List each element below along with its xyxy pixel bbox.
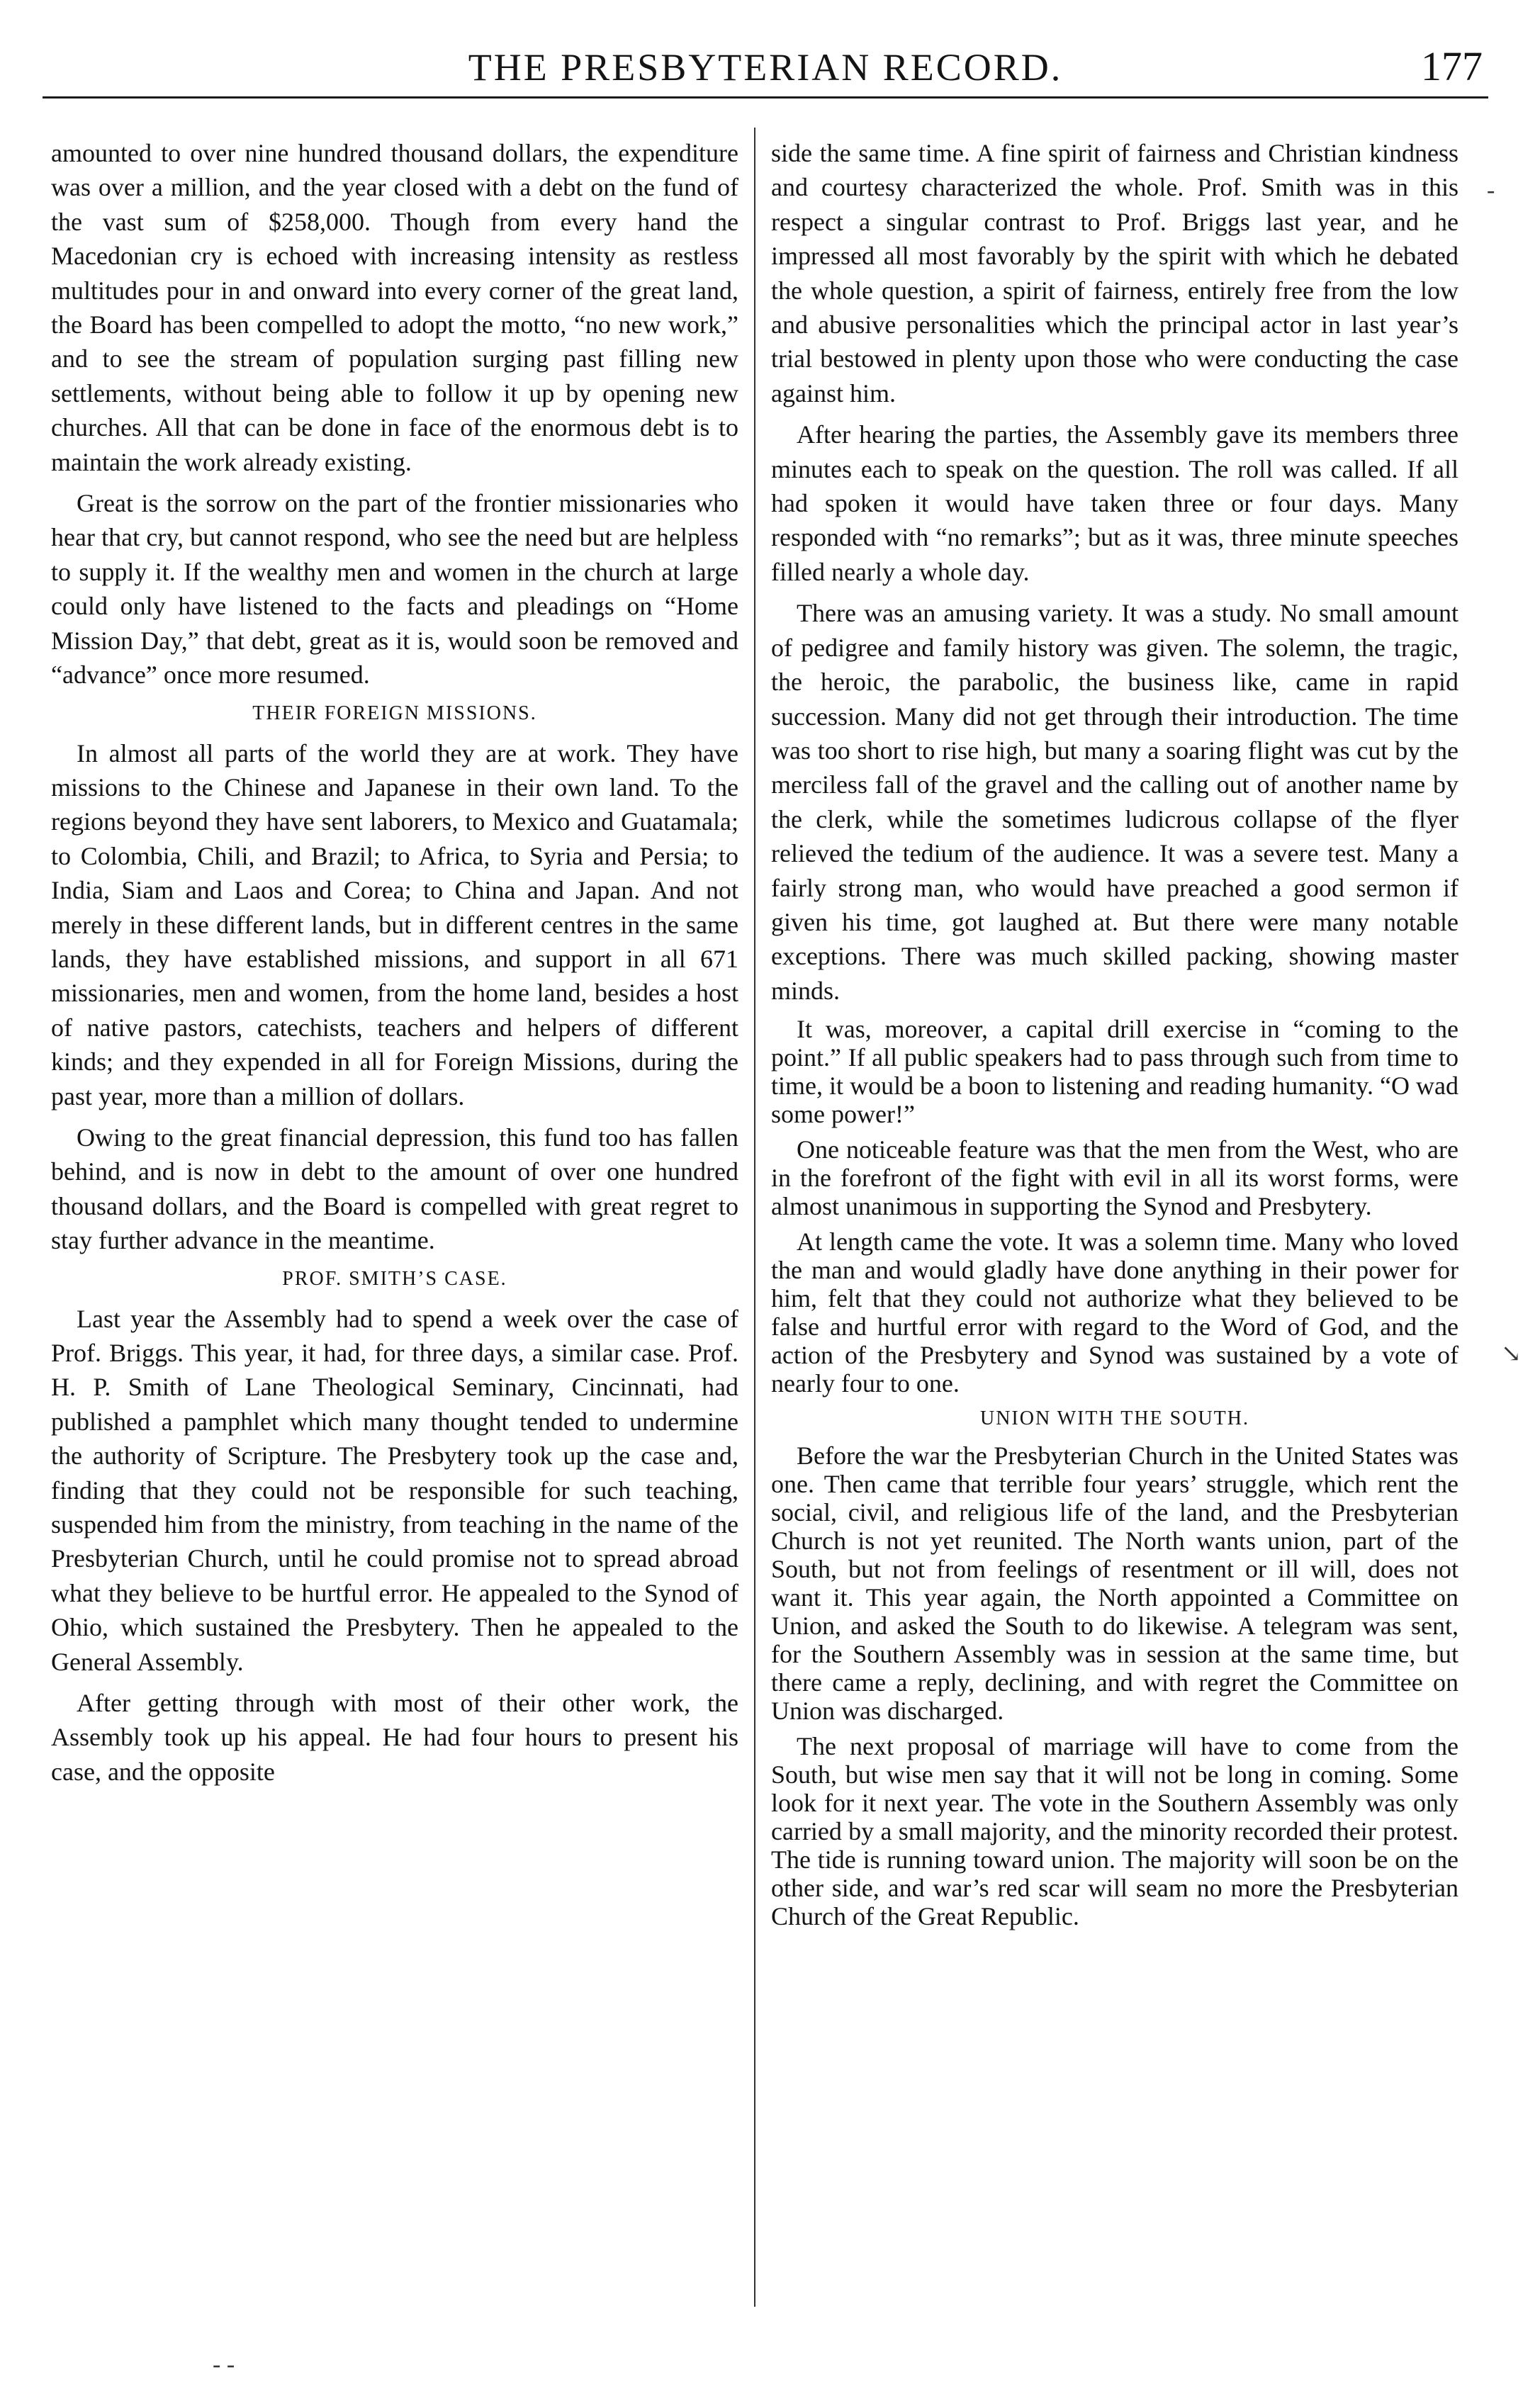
paragraph: In almost all parts of the world they are at work. They have missions to the Chinese and Japanese in their own land. To the regions beyond they have sent laborers, to Mexico and Guatamala; to Colombia, Chili, and Brazil; to Africa, to Syria and Persia; to India, Siam and Laos and Corea; to China and Japan. And not merely in these different lands, but in different centres in the same lands, they have established missions, and support in all 671 missionaries, men and women, from the home land, besides a host of native pastors, catechists, teachers and helpers of different kinds; and they expended in all for Foreign Missions, during the past year, more than a million of dollars. bbox=[51, 738, 738, 1110]
print-speck: - bbox=[1487, 177, 1495, 203]
print-speck: - - bbox=[213, 2351, 235, 2378]
paragraph: It was, moreover, a capital drill exercise in “coming to the point.” If all public speakers had to pass through such from time to time, it would be a boon to listening and reading humanity. “O wad some power!” bbox=[771, 1015, 1458, 1129]
paragraph: Owing to the great financial depression, this fund too has fallen behind, and is now in debt to the amount of over one hundred thousand dollars, and the Board is compelled with great regret to stay further advance in the meantime. bbox=[51, 1123, 738, 1255]
section-heading: THEIR FOREIGN MISSIONS. bbox=[252, 702, 537, 724]
running-title: THE PRESBYTERIAN RECORD. bbox=[468, 46, 1063, 89]
paragraph: Great is the sorrow on the part of the frontier missionaries who hear that cry, but cannot respond, who see the need but are helpless to supply it. If the wealthy men and women in the church at large could only have listened to the facts and pleadings on “Home Mission Day,” that debt, great as it is, would soon be removed and “advance” once more resumed. bbox=[51, 489, 738, 690]
paragraph: The next proposal of marriage will have to come from the South, but wise men say that it will not be long in coming. Some look for it next year. The vote in the Southern Assembly was only carried by a small majority, and the minority recorded their protest. The tide is running toward union. The majority will soon be on the other side, and war’s red scar will seam no more the Presbyterian Church of the Great Republic. bbox=[771, 1732, 1458, 1931]
section-heading: UNION WITH THE SOUTH. bbox=[979, 1407, 1250, 1430]
tight-set-text bbox=[771, 1015, 1458, 1930]
paragraph: Last year the Assembly had to spend a week over the case of Prof. Briggs. This year, it had, for three days, a similar case. Prof. H. P. Smith of Lane Theological Seminary, Cincinnati, had published a pamphlet which many thought tended to undermine the authority of Scripture. The Presbytery took up the case and, finding that they could not be responsible for such teaching, suspended him from the ministry, from teaching in the name of the Presbyterian Church, until he could promise not to spread abroad what they believe to be hurtful error. He appealed to the Synod of Ohio, which sustained the Presbytery. Then he appealed to the General Assembly. bbox=[51, 1304, 738, 1676]
paragraph: Before the war the Presbyterian Church in the United States was one. Then came that terrible four years’ struggle, which rent the social, civil, and religious life of the land, and the Presbyterian Church is not yet reunited. The North wants union, part of the South, but not from feelings of resentment or ill will, does not want it. This year again, the North appointed a Committee on Union, and asked the South to do likewise. A telegram was sent, for the Southern Assembly was in session at the same time, but there came a reply, declining, and with regret the Committee on Union was discharged. bbox=[771, 1441, 1458, 1726]
print-speck: ↘ bbox=[1501, 1341, 1522, 1367]
section-heading: PROF. SMITH’S CASE. bbox=[282, 1267, 507, 1290]
column-divider bbox=[754, 128, 755, 2307]
paragraph: After hearing the parties, the Assembly gave its members three minutes each to speak on the question. The roll was called. If all had spoken it would have taken three or four days. Many responded with “no remarks”; but as it was, three minute speeches filled nearly a whole day. bbox=[771, 420, 1458, 586]
right-column bbox=[771, 136, 1458, 2298]
paragraph: One noticeable feature was that the men from the West, who are in the forefront of the fight with evil in all its worst forms, were almost unanimous in supporting the Synod and Presbytery. bbox=[771, 1135, 1458, 1221]
paragraph: After getting through with most of their other work, the Assembly took up his appeal. He had four hours to present his case, and the opposite bbox=[51, 1689, 738, 1786]
page-number: 177 bbox=[1421, 43, 1483, 89]
paragraph: There was an amusing variety. It was a study. No small amount of pedigree and family history was given. The solemn, the tragic, the heroic, the parabolic, the business like, came in rapid succession. Many did not get through their introduction. The time was too short to rise high, but many a soaring flight was cut by the merciless fall of the gravel and the calling out of another name by the clerk, while the sometimes ludicrous collapse of the flyer relieved the tedium of the audience. It was a severe test. Many a fairly strong man, who would have preached a good sermon if given his time, got laughed at. But there were many notable exceptions. There was much skilled packing, showing master minds. bbox=[771, 599, 1458, 1005]
paragraph: At length came the vote. It was a solemn time. Many who loved the man and would gladly have done anything in their power for him, felt that they could not authorize what they believed to be false and hurtful error with regard to the Word of God, and the action of the Presbytery and Synod was sustained by a vote of nearly four to one. bbox=[771, 1227, 1458, 1398]
left-column bbox=[51, 136, 738, 2298]
page-header bbox=[43, 40, 1488, 99]
paragraph: amounted to over nine hundred thousand dollars, the expenditure was over a million, and the year closed with a debt on the fund of the vast sum of $258,000. Though from every hand the Macedonian cry is echoed with increasing intensity as restless multitudes pour in and onward into every corner of the great land, the Board has been compelled to adopt the motto, “no new work,” and to see the stream of population surging past filling new settlements, without being able to follow it up by opening new churches. All that can be done in face of the enormous debt is to maintain the work already existing. bbox=[51, 139, 738, 476]
paragraph: side the same time. A fine spirit of fairness and Christian kindness and courtesy characterized the whole. Prof. Smith was in this respect a singular contrast to Prof. Briggs last year, and he impressed all most favorably by the spirit with which he debated the whole question, a spirit of fairness, entirely free from the low and abusive personalities which the principal actor in last year’s trial bestowed in plenty upon those who were conducting the case against him. bbox=[771, 139, 1458, 407]
